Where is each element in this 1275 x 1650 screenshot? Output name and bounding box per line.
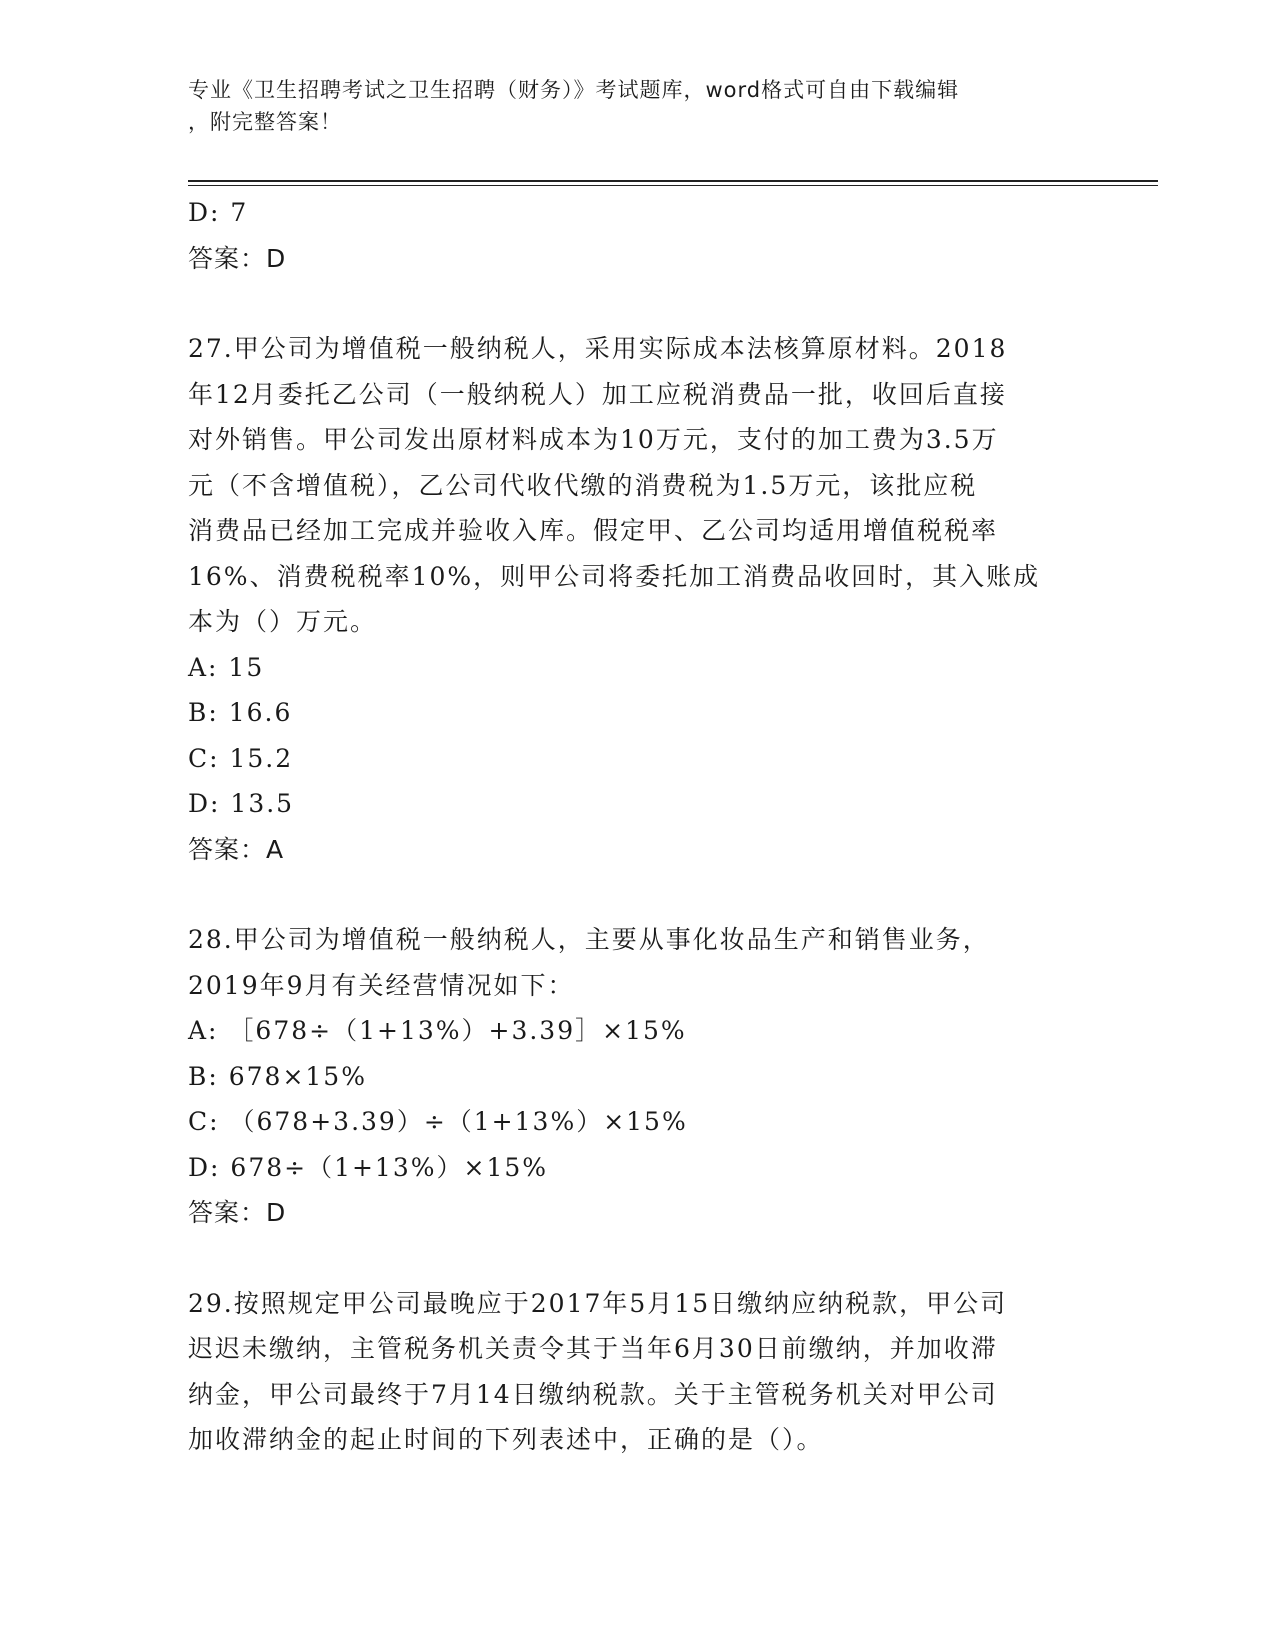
option-b: B: 16.6 [188, 698, 293, 727]
header-line-2: ，附完整答案！ [188, 110, 342, 134]
option-c: C: 15.2 [188, 743, 294, 773]
stem-line: 消费品已经加工完成并验收入库。假定甲、乙公司均适用增值税税率 [188, 516, 999, 545]
stem-line: 年12月委托乙公司（一般纳税人）加工应税消费品一批，收回后直接 [188, 379, 1007, 409]
answer: 答案：A [188, 834, 285, 864]
stem-line: 对外销售。甲公司发出原材料成本为10万元，支付的加工费为3.5万 [188, 425, 999, 454]
document-header [188, 74, 1088, 138]
question-28 [188, 917, 1088, 1236]
header-divider [188, 180, 1158, 182]
question-29 [188, 1281, 1088, 1463]
question-27 [188, 326, 1088, 872]
question-stem [188, 1281, 1088, 1463]
stem-line: 16%、消费税税率10%，则甲公司将委托加工消费品收回时，其入账成 [188, 561, 1041, 591]
stem-line: 28.甲公司为增值税一般纳税人，主要从事化妆品生产和销售业务， [188, 925, 990, 954]
option-c: C: （678+3.39）÷（1+13%）×15% [188, 1107, 688, 1136]
stem-line: 27.甲公司为增值税一般纳税人，采用实际成本法核算原材料。2018 [188, 334, 1008, 363]
stem-line: 本为（）万元。 [188, 607, 378, 636]
option-b: B: 678×15% [188, 1061, 367, 1091]
document-body [188, 190, 1088, 1463]
answer: 答案：D [188, 243, 287, 273]
header-line-1: 专业《卫生招聘考试之卫生招聘（财务）》考试题库，word格式可自由下载编辑 [188, 78, 960, 102]
option-a: A: ［678÷（1+13%）+3.39］×15% [188, 1016, 687, 1045]
stem-line: 纳金，甲公司最终于7月14日缴纳税款。关于主管税务机关对甲公司 [188, 1379, 998, 1409]
stem-line: 2019年9月有关经营情况如下： [188, 970, 575, 1000]
question-stem [188, 326, 1088, 645]
question-stem [188, 917, 1088, 1008]
header-divider-thin [188, 185, 1158, 186]
option-d: D: 13.5 [188, 789, 295, 818]
stem-line: 加收滞纳金的起止时间的下列表述中，正确的是（）。 [188, 1425, 824, 1454]
stem-line: 元（不含增值税），乙公司代收代缴的消费税为1.5万元，该批应税 [188, 470, 978, 500]
stem-line: 迟迟未缴纳，主管税务机关责令其于当年6月30日前缴纳，并加收滞 [188, 1334, 998, 1363]
previous-question-tail [188, 190, 1088, 281]
answer: 答案：D [188, 1198, 287, 1227]
stem-line: 29.按照规定甲公司最晚应于2017年5月15日缴纳应纳税款，甲公司 [188, 1288, 1008, 1318]
option-d: D: 7 [188, 198, 249, 227]
option-a: A: 15 [188, 652, 265, 682]
option-d: D: 678÷（1+13%）×15% [188, 1152, 549, 1182]
